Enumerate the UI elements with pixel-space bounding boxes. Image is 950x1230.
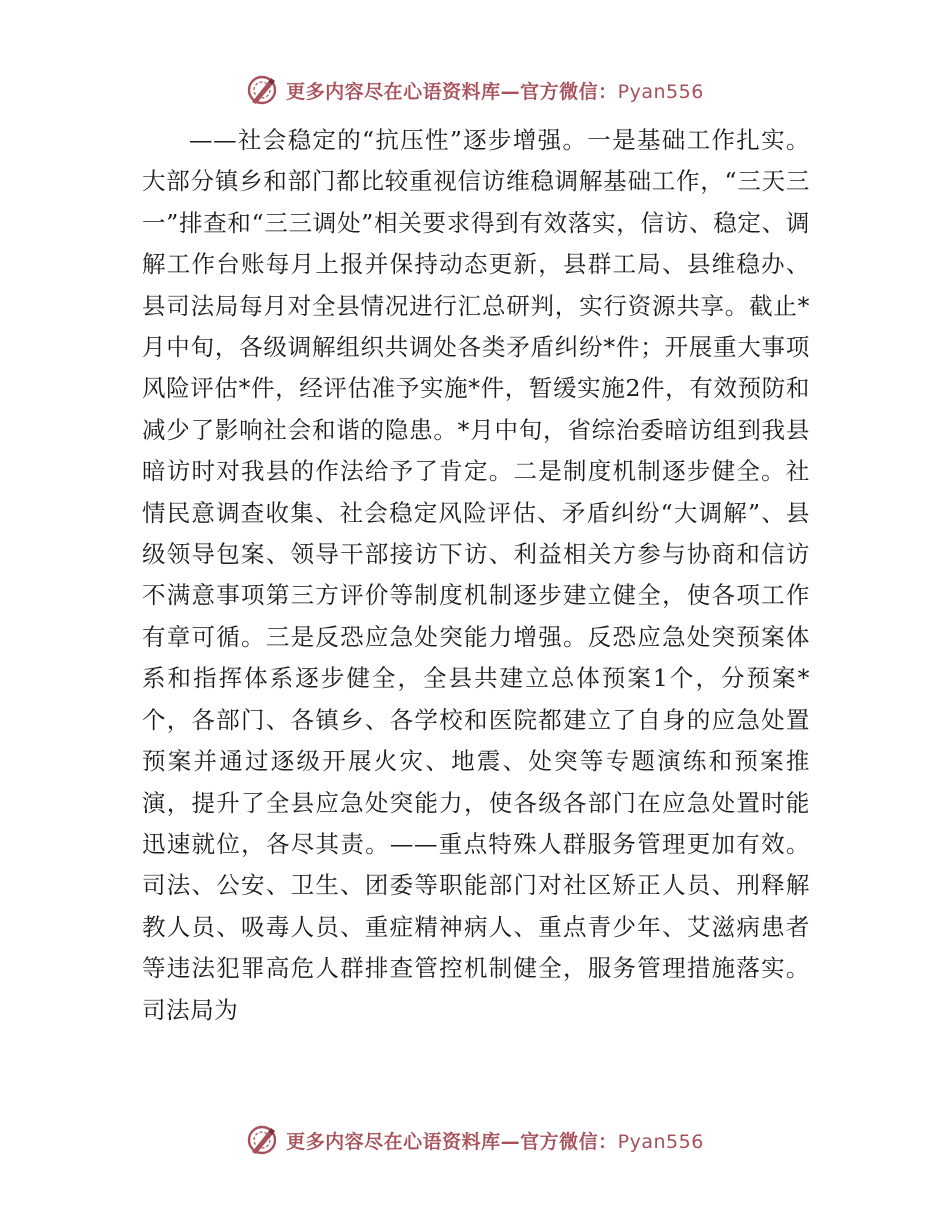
- footer-banner-id: Pyan556: [617, 1130, 704, 1153]
- header-banner: [0, 72, 950, 108]
- footer-banner: [0, 1122, 950, 1158]
- header-banner-text: 更多内容尽在心语资料库—官方微信：Pyan556: [286, 80, 704, 103]
- footer-banner-text: 更多内容尽在心语资料库—官方微信：Pyan556: [286, 1130, 704, 1153]
- header-banner-id: Pyan556: [617, 80, 704, 103]
- pen-seal-logo-icon: [246, 1124, 278, 1156]
- pen-seal-logo-icon: [246, 74, 278, 106]
- document-body-paragraph: ——社会稳定的“抗压性”逐步增强。一是基础工作扎实。大部分镇乡和部门都比较重视信访维稳调解基础工作，“三天三一”排查和“三三调处”相关要求得到有效落实，信访、稳定、调解工作台账每月上报并保持动态更新，县群工局、县维稳办、县司法局每月对全县情况进行汇总研判，实行资源共享。截止*月中旬，各级调解组织共调处各类矛盾纠纷*件；开展重大事项风险评估*件，经评估准予实施*件，暂缓实施2件，有效预防和减少了影响社会和谐的隐患。*月中旬，省综治委暗访组到我县暗访时对我县的作法给予了肯定。二是制度机制逐步健全。社情民意调查收集、社会稳定风险评估、矛盾纠纷“大调解”、县级领导包案、领导干部接访下访、利益相关方参与协商和信访不满意事项第三方评价等制度机制逐步建立健全，使各项工作有章可循。三是反恐应急处突能力增强。反恐应急处突预案体系和指挥体系逐步健全，全县共建立总体预案1个，分预案*个，各部门、各镇乡、各学校和医院都建立了自身的应急处置预案并通过逐级开展火灾、地震、处突等专题演练和预案推演，提升了全县应急处突能力，使各级各部门在应急处置时能迅速就位，各尽其责。——重点特殊人群服务管理更加有效。司法、公安、卫生、团委等职能部门对社区矫正人员、刑释解教人员、吸毒人员、重症精神病人、重点青少年、艾滋病患者等违法犯罪高危人群排查管控机制健全，服务管理措施落实。司法局为: [142, 126, 810, 1024]
